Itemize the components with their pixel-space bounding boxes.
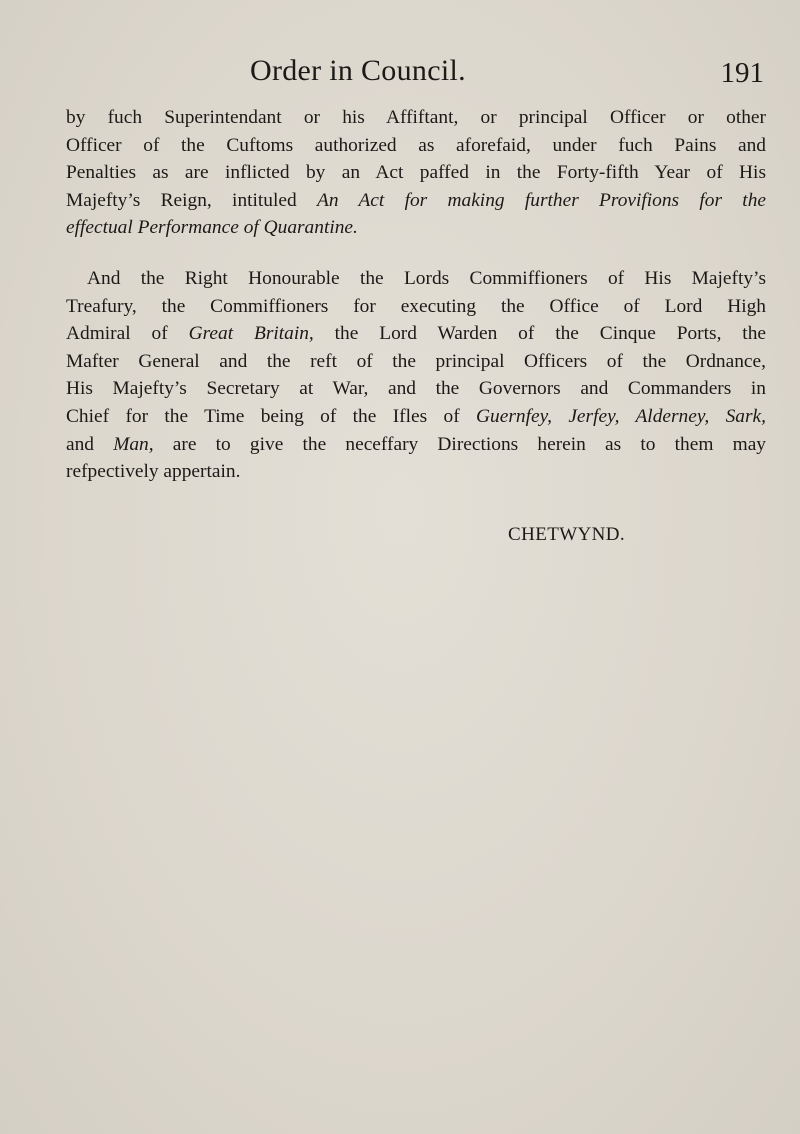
text-run: And the Right Honourable the Lords Commiffioners of His Majefty’s	[87, 267, 766, 289]
text-line	[66, 214, 766, 242]
text-line: by fuch Superintendant or his Affiftant, or principal Officer or other	[66, 107, 766, 128]
place-name-italic: Man,	[113, 433, 154, 455]
place-name-italic: Great Britain,	[188, 323, 314, 345]
text-line	[66, 431, 766, 459]
text-run: Admiral of	[66, 323, 189, 345]
text-line: refpectively appertain.	[66, 461, 241, 483]
running-head	[0, 54, 800, 94]
text-block	[66, 104, 766, 486]
paragraph-2	[66, 265, 766, 486]
running-title: Order in Council.	[250, 54, 466, 87]
act-title-italic: effectual Performance of Quarantine.	[66, 217, 358, 239]
text-line: Penalties as are inflicted by an Act paffed in the Forty-fifth Year of His	[66, 162, 766, 184]
page-number: 191	[720, 57, 764, 89]
text-line: His Majefty’s Secretary at War, and the Governors and Commanders in	[66, 378, 766, 400]
text-line	[66, 403, 766, 431]
text-run: are to give the neceffary Directions herein as to them may	[153, 433, 766, 455]
signature: CHETWYND.	[508, 524, 626, 545]
text-line	[66, 265, 766, 293]
paragraph-1	[66, 104, 766, 242]
text-line: Treafury, the Commiffioners for executing the Office of Lord High	[66, 295, 766, 317]
text-line	[66, 187, 766, 215]
text-run: the Lord Warden of the Cinque Ports, the	[313, 323, 766, 345]
text-line: Officer of the Cuftoms authorized as aforefaid, under fuch Pains and	[66, 134, 766, 156]
place-name-italic: Guernfey, Jerfey, Alderney, Sark,	[476, 405, 766, 427]
act-title-italic: An Act for making further Provifions for the	[316, 189, 766, 211]
text-run: and	[66, 433, 114, 455]
text-run: Majefty’s Reign, intituled	[66, 189, 317, 211]
text-line: Mafter General and the reft of the principal Officers of the Ordnance,	[66, 350, 766, 372]
text-line	[66, 320, 766, 348]
text-run: Chief for the Time being of the Ifles of	[66, 405, 477, 427]
